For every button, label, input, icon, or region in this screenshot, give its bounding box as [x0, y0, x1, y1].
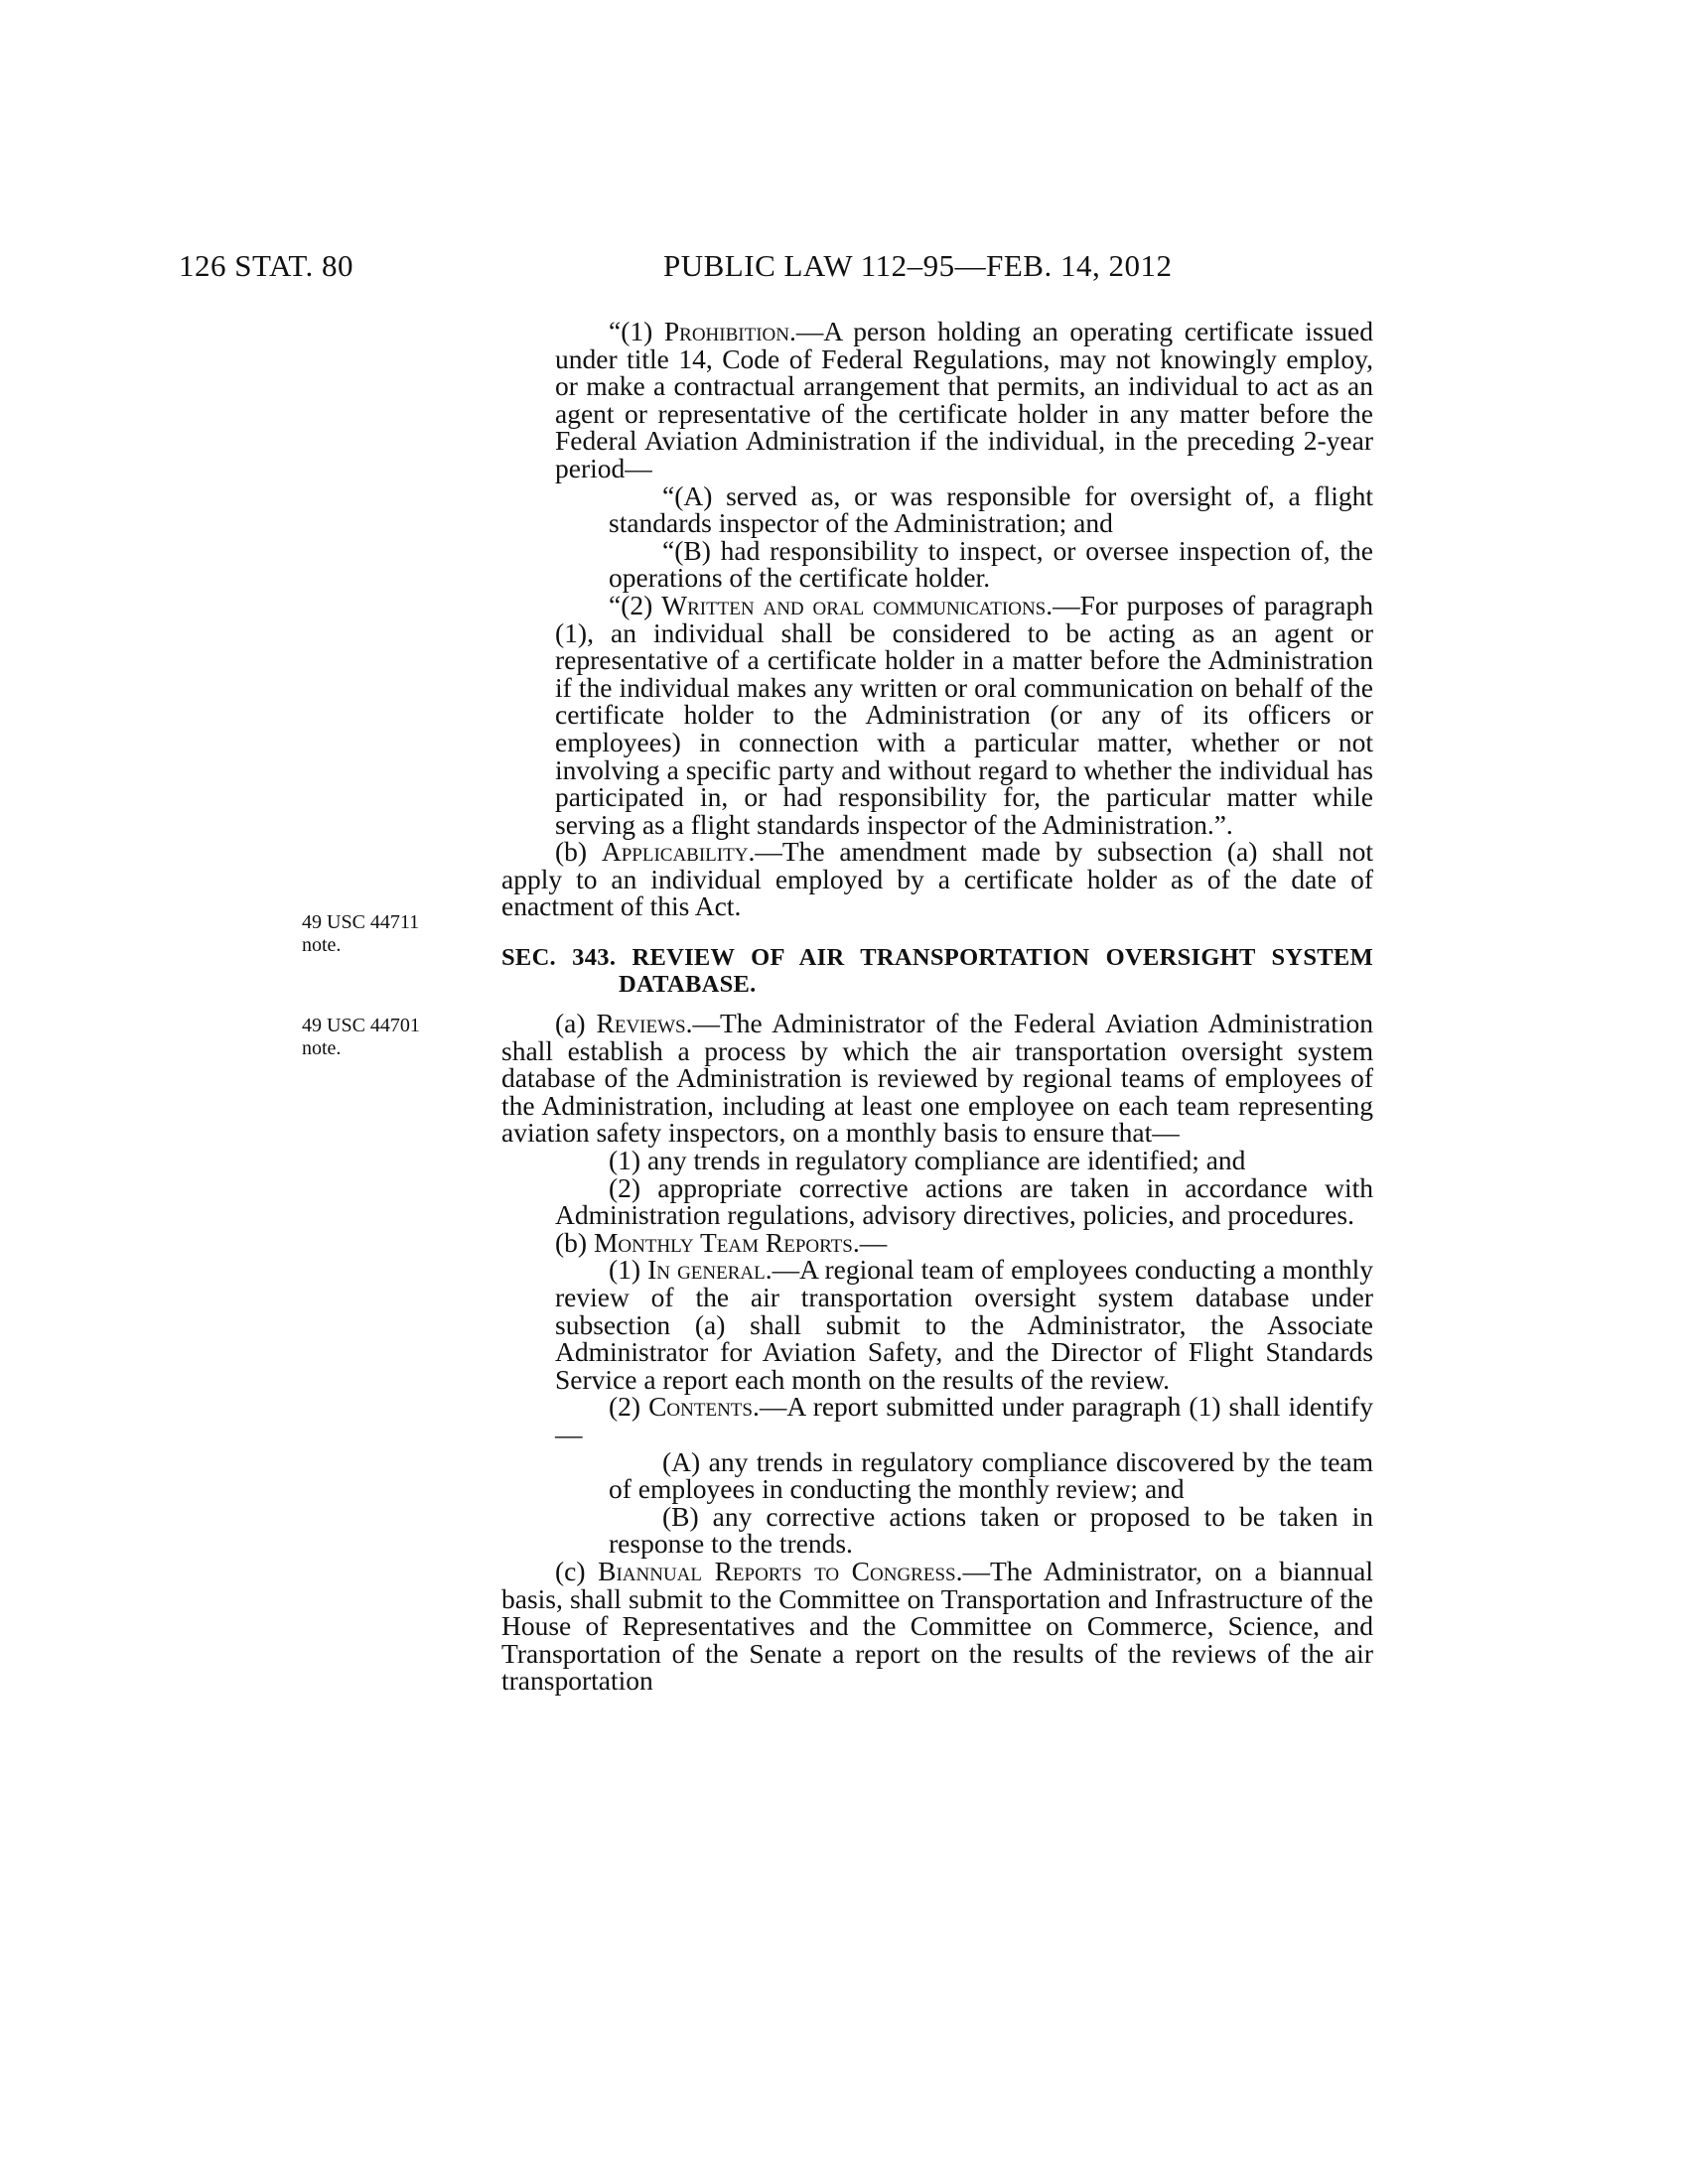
subparagraph-a: “(A) served as, or was responsible for oversight of, a flight standards inspector of the Administration; and — [609, 479, 1373, 539]
margin-note-citation: 49 USC 44701 — [302, 1015, 420, 1036]
stat-page-number: 126 STAT. 80 — [179, 248, 354, 283]
subsection-monthly-reports: (b) Monthly Team Reports.— — [555, 1226, 888, 1258]
statute-body — [501, 318, 1373, 1695]
paragraph-contents: (2) Contents.—A report submitted under paragraph (1) shall identify— — [555, 1391, 1373, 1449]
subsection-heading: Biannual Reports to Congress — [598, 1555, 956, 1586]
section-heading: SEC. 343. REVIEW OF AIR TRANSPORTATION OVERSIGHT SYSTEM DATABASE. — [501, 944, 1373, 999]
subsection-reviews: (a) Reviews.—The Administrator of the Federal Aviation Administration shall establish a process by which the air transportation oversight system database of the Administration is reviewed by regional teams of employees of the Administration, including at least one employee on each team representing aviation safety inspectors, on a monthly basis to ensure that— — [501, 1008, 1373, 1149]
subsection-heading: Reviews — [596, 1008, 686, 1039]
public-law-title: PUBLIC LAW 112–95—FEB. 14, 2012 — [663, 248, 1173, 283]
paragraph-corrective-actions: (2) appropriate corrective actions are taken in accordance with Administration regulations, advisory directives, policies, and procedures. — [555, 1171, 1373, 1231]
subsection-biannual-reports: (c) Biannual Reports to Congress.—The Administrator, on a biannual basis, shall submit to the Committee on Transportation and Infrastructure of the House of Representatives and the Committee on Commerce, Science, and Transportation of the Senate a report on the results of the reviews of the air transportation — [501, 1555, 1373, 1697]
subsection-heading: Monthly Team Reports — [593, 1226, 853, 1258]
paragraph-prohibition: “(1) Prohibition.—A person holding an operating certificate issued under title 14, Code of Federal Regulations, may not knowingly employ, or make a contractual arrangement that permits, an individual to act as an agent or representative of the certificate holder in any matter before the Federal Aviation Administration if the individual, in the preceding 2-year period— — [555, 316, 1373, 483]
paragraph-heading: Contents — [648, 1391, 753, 1423]
subsection-applicability: (b) Applicability.—The amendment made by subsection (a) shall not apply to an individual employed by a certificate holder as of the date of enactment of this Act. — [501, 836, 1373, 922]
paragraph-heading: Written and oral communications — [661, 589, 1047, 620]
paragraph-heading: In general — [647, 1254, 766, 1286]
margin-note-usc-44711 — [302, 911, 461, 957]
paragraph-written-oral: “(2) Written and oral communications.—For purposes of paragraph (1), an individual shall be considered to be acting as an agent or representative of a certificate holder in a matter before the Administration if the individual makes any written or oral communication on behalf of the certificate holder to the Administration (or any of its officers or employees) in connection with a particular matter, whether or not involving a specific party and without regard to whether the individual has participated in, or had responsibility for, the particular matter while serving as a flight standards inspector of the Administration.”. — [555, 589, 1373, 840]
margin-note-usc-44701 — [302, 1015, 461, 1060]
subparagraph-b: “(B) had responsibility to inspect, or oversee inspection of, the operations of the certificate holder. — [609, 534, 1373, 594]
subparagraph-b: (B) any corrective actions taken or proposed to be taken in response to the trends. — [609, 1500, 1373, 1560]
margin-note-suffix: note. — [302, 934, 342, 956]
subsection-heading: Applicability — [601, 836, 749, 868]
margin-note-suffix: note. — [302, 1037, 342, 1059]
subparagraph-a: (A) any trends in regulatory compliance discovered by the team of employees in conducting the monthly review; and — [609, 1445, 1373, 1505]
paragraph-heading: Prohibition — [663, 316, 789, 346]
margin-note-citation: 49 USC 44711 — [302, 911, 420, 933]
paragraph-trends: (1) any trends in regulatory compliance are identified; and — [609, 1145, 1246, 1176]
paragraph-in-general: (1) In general.—A regional team of employees conducting a monthly review of the air transportation oversight system database under subsection (a) shall submit to the Administrator, the Associate Administrator for Aviation Safety, and the Director of Flight Standards Service a report each month on the results of the review. — [555, 1254, 1373, 1395]
